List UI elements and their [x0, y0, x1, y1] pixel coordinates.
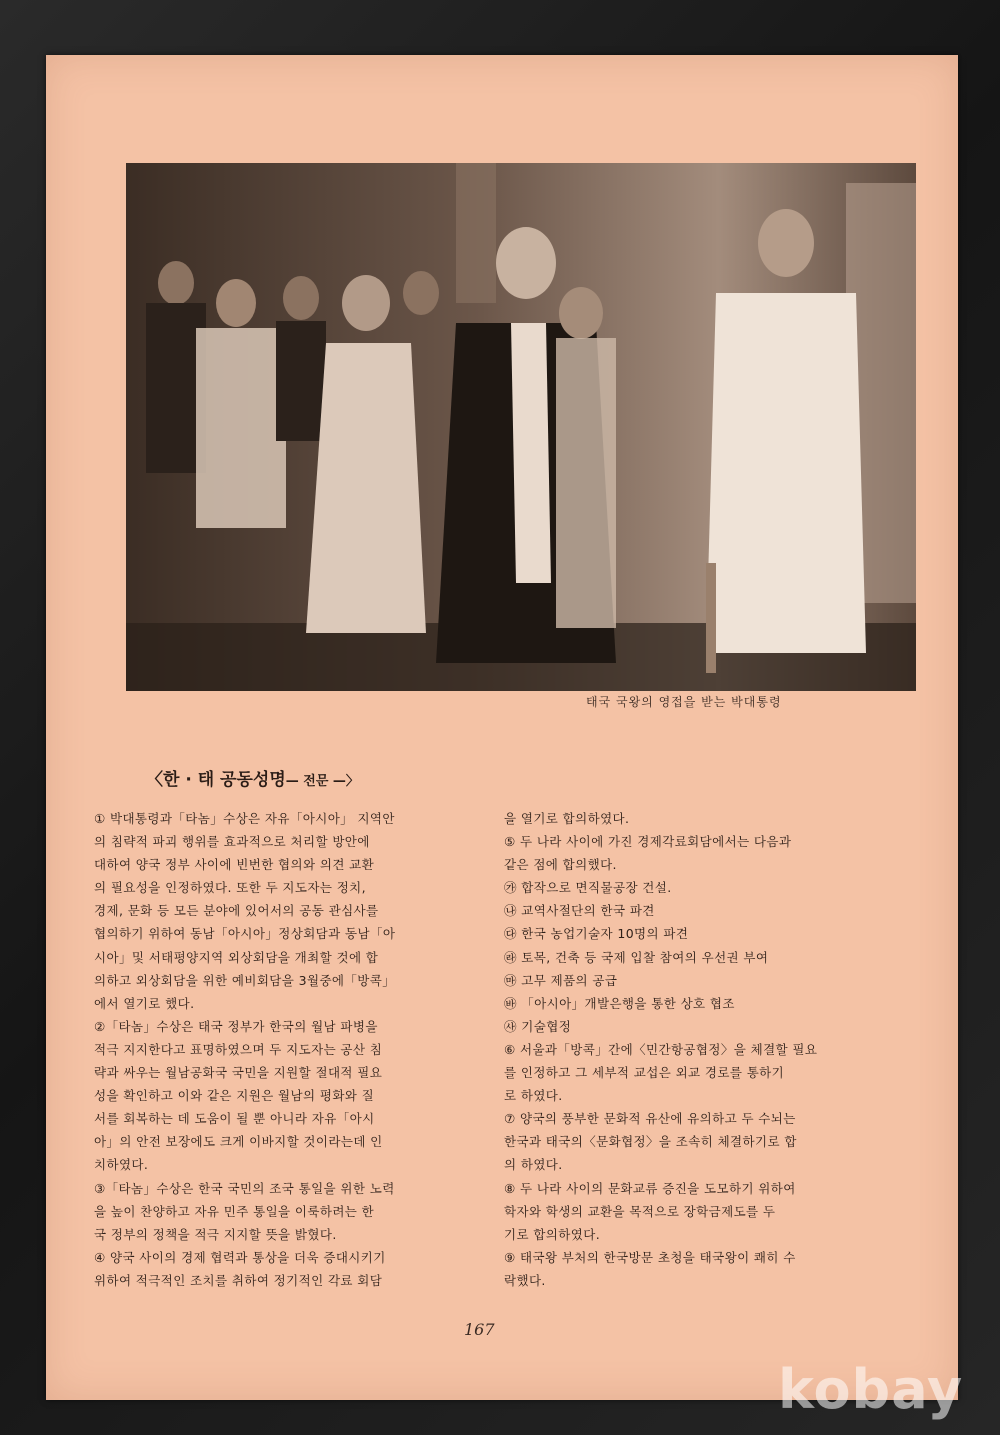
- statement-title: [146, 765, 359, 790]
- paragraph-8: ⑧ 두 나라 사이의 문화교류 증진을 도모하기 위하여 학자와 학생의 교환을 목적으로 장학금제도를 두 기로 합의하였다.: [504, 1180, 796, 1242]
- paragraph-9: ⑨ 태국왕 부처의 한국방문 초청을 태국왕이 쾌히 수 락했다.: [504, 1249, 796, 1288]
- page-number: 167: [464, 1320, 495, 1339]
- right-text-column: [504, 807, 894, 1292]
- paragraph-1: ① 박대통령과「타놈」수상은 자유「아시아」 지역안 의 침략적 파괴 행위를 효과적으로 처리할 방안에 대하여 양국 정부 사이에 빈번한 협의와 의견 교환 의 필요성을 인정하였다. 또한 두 지도자는 정치, 경제, 문화 등 모든 분야에 있어서의 공동 관심사를 협의하기 위하여 동남「아시아」정상회담과 동남「아 시아」및 서태평양지역 외상회담을 개최할 것에 합 의하고 외상회담을 위한 예비회담을 3월중에「방콕」 에서 열기로 했다.: [94, 811, 396, 1011]
- photograph: [126, 163, 916, 691]
- left-text-column: [94, 807, 464, 1292]
- list-item-ma: ㉲ 고무 제품의 공급: [504, 972, 618, 988]
- paragraph-4: ④ 양국 사이의 경제 협력과 통상을 더욱 증대시키기 위하여 적극적인 조치를 취하여 정기적인 각료 회담: [94, 1249, 386, 1288]
- list-item-da: ㉰ 한국 농업기술자 10명의 파견: [504, 926, 689, 942]
- photo-caption: 태국 국왕의 영접을 받는 박대통령: [586, 695, 782, 709]
- statement-title-main: 〈한 · 태 공동성명: [146, 770, 286, 790]
- list-item-ra: ㉱ 토목, 건축 등 국제 입찰 참여의 우선권 부여: [504, 949, 769, 965]
- paragraph-3: ③「타놈」수상은 한국 국민의 조국 통일을 위한 노력 을 높이 찬양하고 자유 민주 통일을 이룩하려는 한 국 정부의 정책을 적극 지지할 뜻을 밝혔다.: [94, 1180, 395, 1242]
- list-item-sa: ㉴ 기술협정: [504, 1018, 572, 1034]
- site-watermark: kobay: [778, 1358, 964, 1421]
- list-item-ba: ㉳ 「아시아」개발은행을 통한 상호 협조: [504, 995, 735, 1011]
- paragraph-7: ⑦ 양국의 풍부한 문화적 유산에 유의하고 두 수뇌는 한국과 태국의〈문화협정〉을 조속히 체결하기로 합 의 하였다.: [504, 1111, 797, 1173]
- photo-illustration: [126, 163, 916, 691]
- paragraph-6: ⑥ 서울과「방콕」간에〈민간항공협정〉을 체결할 필요 를 인정하고 그 세부적 교섭은 외교 경로를 통하기 로 하였다.: [504, 1041, 818, 1104]
- document-page: [46, 55, 958, 1400]
- list-item-ga: ㉮ 합작으로 면직물공장 건설.: [504, 880, 672, 896]
- paragraph-5: ⑤ 두 나라 사이에 가진 경제각료회담에서는 다음과 같은 점에 합의했다.: [504, 834, 792, 873]
- paragraph-2: ②「타놈」수상은 태국 정부가 한국의 월남 파병을 적극 지지한다고 표명하였으며 두 지도자는 공산 침 략과 싸우는 월남공화국 국민을 지원할 절대적 필요 성을 확인하고 이와 같은 지원은 월남의 평화와 질 서를 회복하는 데 도움이 될 뿐 아니라 자유「아시 아」의 안전 보장에도 크게 이바지할 것이라는데 인 치하였다.: [94, 1018, 383, 1173]
- statement-title-suffix: — 전문 —〉: [285, 774, 359, 789]
- list-item-na: ㉯ 교역사절단의 한국 파견: [504, 903, 655, 919]
- paragraph-4-continued: 을 열기로 합의하였다.: [504, 811, 630, 826]
